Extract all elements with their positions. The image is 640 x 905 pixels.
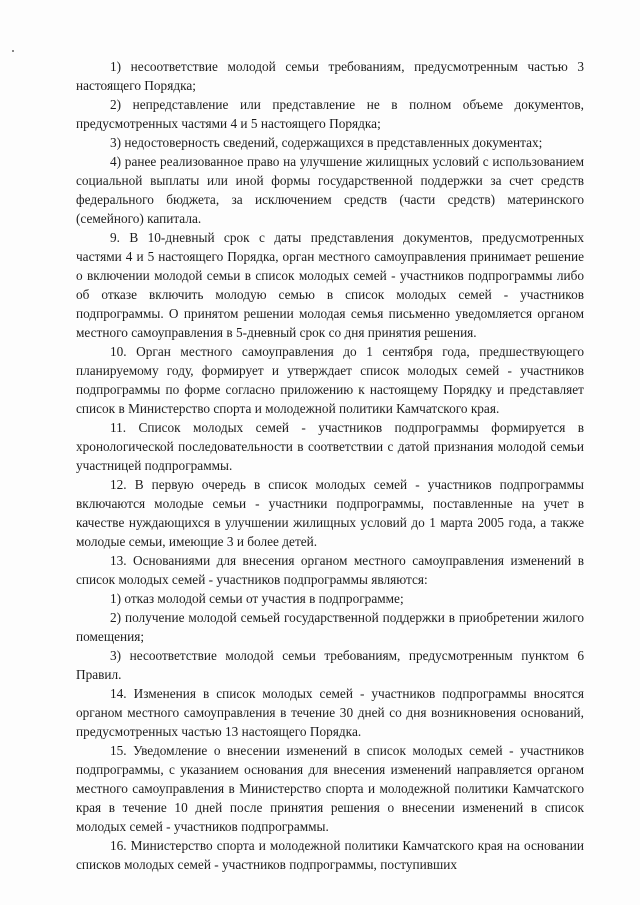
document-body: [76, 57, 584, 874]
paragraph-9: 9. В 10-дневный срок с даты представления документов, предусмотренных частями 4 и 5 настоящего Порядка, орган местного самоуправления принимает решение о включении молодой семьи в список молодых семей - участников подпрограммы либо об отказе включить молодую семью в список молодых семей - участников подпрограммы. О принятом решении молодая семья письменно уведомляется органом местного самоуправления в 5-дневный срок со дня принятия решения.: [76, 230, 584, 340]
scan-speck: [12, 50, 14, 52]
paragraph-13-3: 3) несоответствие молодой семьи требованиям, предусмотренным пунктом 6 Правил.: [76, 648, 584, 682]
paragraph-1-3: 3) недостоверность сведений, содержащихся в представленных документах;: [110, 135, 543, 150]
paragraph-12: 12. В первую очередь в список молодых семей - участников подпрограммы включаются молодые семьи - участники подпрограммы, поставленные на учет в качестве нуждающихся в улучшении жилищных условий до 1 марта 2005 года, а также молодые семьи, имеющие 3 и более детей.: [76, 477, 584, 549]
paragraph-13-2: 2) получение молодой семьей государственной поддержки в приобретении жилого помещения;: [76, 610, 584, 644]
paragraph-1-1: 1) несоответствие молодой семьи требованиям, предусмотренным частью 3 настоящего Порядка;: [76, 59, 584, 93]
paragraph-15: 15. Уведомление о внесении изменений в список молодых семей - участников подпрограммы, с указанием основания для внесения изменений направляется органом местного самоуправления в Министерство спорта и молодежной политики Камчатского края в течение 10 дней после принятия решения о внесении изменений в список молодых семей - участников подпрограммы.: [76, 743, 584, 834]
paragraph-1-2: 2) непредставление или представление не в полном объеме документов, предусмотренных частями 4 и 5 настоящего Порядка;: [76, 97, 584, 131]
paragraph-13: 13. Основаниями для внесения органом местного самоуправления изменений в список молодых семей - участников подпрограммы являются:: [76, 553, 584, 587]
paragraph-11: 11. Список молодых семей - участников подпрограммы формируется в хронологической последовательности в соответствии с датой признания молодой семьи участницей подпрограммы.: [76, 420, 584, 473]
paragraph-13-1: 1) отказ молодой семьи от участия в подпрограмме;: [110, 591, 404, 606]
paragraph-16: 16. Министерство спорта и молодежной политики Камчатского края на основании списков молодых семей - участников подпрограммы, поступивших: [76, 838, 584, 872]
paragraph-10: 10. Орган местного самоуправления до 1 сентября года, предшествующего планируемому году, формирует и утверждает список молодых семей - участников подпрограммы по форме согласно приложению к настоящему Порядку и представляет список в Министерство спорта и молодежной политики Камчатского края.: [76, 344, 584, 416]
paragraph-14: 14. Изменения в список молодых семей - участников подпрограммы вносятся органом местного самоуправления в течение 30 дней со дня возникновения оснований, предусмотренных частью 13 настоящего Порядка.: [76, 686, 584, 739]
paragraph-1-4: 4) ранее реализованное право на улучшение жилищных условий с использованием социальной выплаты или иной формы государственной поддержки за счет средств федерального бюджета, за исключением средств (части средств) материнского (семейного) капитала.: [76, 154, 584, 226]
